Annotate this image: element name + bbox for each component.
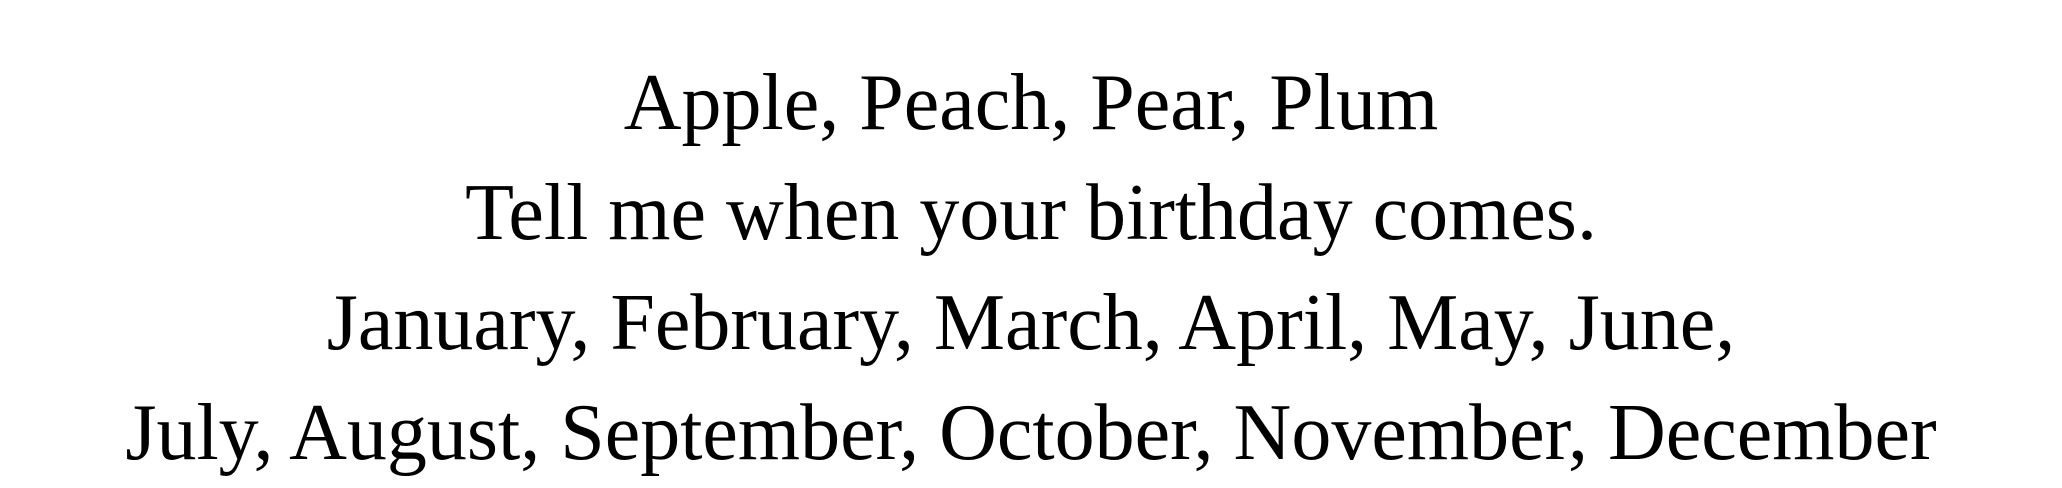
rhyme-line-1: Apple, Peach, Pear, Plum [623,59,1439,147]
rhyme-line-4: July, August, September, October, November, December [125,389,1937,477]
rhyme-line-2: Tell me when your birthday comes. [465,169,1597,257]
rhyme-text-block [0,48,2062,488]
rhyme-line-3: January, February, March, April, May, June, [326,279,1736,367]
